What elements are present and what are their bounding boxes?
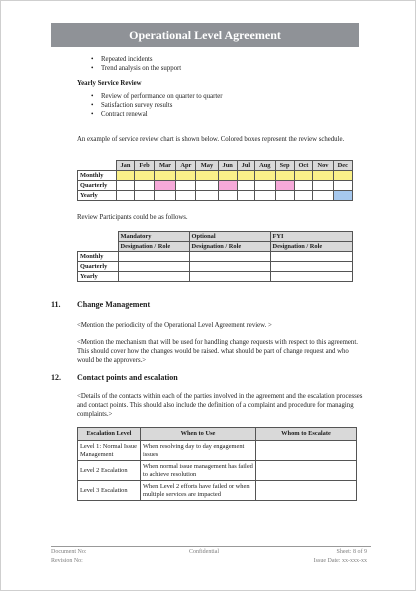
schedule-cell [116, 171, 135, 181]
table-row [78, 191, 353, 201]
participants-group-fyi: FYI [270, 232, 353, 242]
list-item: • Trend analysis on the support [91, 64, 181, 73]
schedule-cell [275, 181, 294, 191]
top-bullet-list [91, 55, 181, 73]
footer-sheet: Sheet: 8 of 9 [336, 549, 367, 555]
escalation-when-cell: When resolving day to day engagement issues [141, 441, 256, 461]
month-header-dec: Dec [333, 161, 352, 171]
section-11-paragraph-2: <Mention the mechanism that will be used for handling change requests with respect to this agreement. This should cover how the changes would be raised. what should be part of change request and who would be the approvers.> [77, 339, 358, 365]
table-cell [189, 252, 270, 262]
month-header-feb: Feb [135, 161, 154, 171]
schedule-cell [154, 181, 176, 191]
table-row [78, 252, 353, 262]
schedule-cell [196, 181, 218, 191]
participants-subheader: Designation / Role [270, 242, 353, 252]
schedule-cell [135, 181, 154, 191]
participants-group-optional: Optional [189, 232, 270, 242]
table-row [78, 461, 357, 481]
schedule-cell [196, 171, 218, 181]
table-row [78, 171, 353, 181]
escalation-header-level: Escalation Level [78, 428, 141, 441]
table-header-row [78, 161, 353, 171]
schedule-cell [237, 191, 254, 201]
schedule-cell [294, 171, 313, 181]
schedule-cell [218, 171, 237, 181]
schedule-cell [135, 191, 154, 201]
month-header-jan: Jan [116, 161, 135, 171]
schedule-cell [333, 191, 352, 201]
table-header-row [78, 232, 353, 242]
table-cell [189, 262, 270, 272]
schedule-cell [218, 191, 237, 201]
section-12-title: Contact points and escalation [77, 373, 178, 382]
table-header-row [78, 428, 357, 441]
month-header-may: May [196, 161, 218, 171]
section-12-number: 12. [51, 373, 61, 382]
list-item: • Repeated incidents [91, 55, 181, 64]
list-item: • Review of performance on quarter to quarter [91, 92, 223, 101]
section-11-number: 11. [51, 300, 61, 309]
schedule-cell [218, 181, 237, 191]
table-cell [118, 262, 189, 272]
schedule-cell [154, 171, 176, 181]
schedule-cell [135, 171, 154, 181]
row-label: Yearly [78, 191, 117, 201]
review-participants-table [77, 231, 353, 282]
footer-confidential: Confidential [189, 549, 219, 555]
table-row [78, 272, 353, 282]
table-row [78, 441, 357, 461]
section-12-paragraph-1: <Details of the contacts within each of the parties involved in the agreement and the escalation processes and contact points. This should also include the definition of a complaint and procedure for managing complaints.> [77, 393, 363, 419]
escalation-when-cell: When Level 2 efforts have failed or when multiple services are impacted [141, 481, 256, 501]
schedule-cell [116, 191, 135, 201]
row-label: Quarterly [78, 262, 119, 272]
schedule-cell [294, 191, 313, 201]
row-label: Monthly [78, 171, 117, 181]
schedule-cell [313, 191, 333, 201]
participants-subheader: Designation / Role [189, 242, 270, 252]
escalation-header-whom: Whom to Escalate [256, 428, 357, 441]
table-cell [118, 272, 189, 282]
participants-subheader: Designation / Role [118, 242, 189, 252]
schedule-cell [154, 191, 176, 201]
schedule-cell [237, 181, 254, 191]
table-cell [118, 252, 189, 262]
month-header-mar: Mar [154, 161, 176, 171]
schedule-cell [254, 171, 275, 181]
schedule-cell [313, 171, 333, 181]
schedule-cell [254, 191, 275, 201]
section-11-paragraph-1: <Mention the periodicity of the Operational Level Agreement review. > [77, 322, 272, 329]
table-cell [189, 272, 270, 282]
escalation-level-cell: Level 3 Escalation [78, 481, 141, 501]
table-cell [270, 262, 353, 272]
schedule-cell [275, 191, 294, 201]
escalation-whom-cell [256, 461, 357, 481]
list-item: • Contract renewal [91, 110, 223, 119]
footer-document-no: Document No: [51, 549, 87, 555]
row-label: Yearly [78, 272, 119, 282]
review-schedule-table [77, 160, 353, 201]
section-11-title: Change Management [77, 300, 151, 309]
schedule-cell [333, 181, 352, 191]
participants-intro-text: Review Participants could be as follows. [77, 214, 188, 221]
escalation-whom-cell [256, 481, 357, 501]
row-label: Quarterly [78, 181, 117, 191]
month-header-jul: Jul [237, 161, 254, 171]
month-header-apr: Apr [176, 161, 196, 171]
table-row [78, 262, 353, 272]
participants-group-mandatory: Mandatory [118, 232, 189, 242]
schedule-cell [313, 181, 333, 191]
month-header-nov: Nov [313, 161, 333, 171]
chart-intro-text: An example of service review chart is shown below. Colored boxes represent the review schedule. [77, 136, 345, 143]
schedule-cell [176, 181, 196, 191]
schedule-cell [196, 191, 218, 201]
schedule-cell [294, 181, 313, 191]
schedule-cell [275, 171, 294, 181]
table-cell [270, 252, 353, 262]
schedule-cell [176, 171, 196, 181]
table-subheader-row [78, 242, 353, 252]
page-header-title: Operational Level Agreement [51, 23, 359, 47]
footer-revision-no: Revision No: [51, 558, 83, 564]
escalation-level-cell: Level 2 Escalation [78, 461, 141, 481]
table-corner-cell [78, 242, 119, 252]
escalation-whom-cell [256, 441, 357, 461]
schedule-cell [333, 171, 352, 181]
schedule-cell [176, 191, 196, 201]
escalation-level-cell: Level 1: Normal Issue Management [78, 441, 141, 461]
escalation-when-cell: When normal issue management has failed to achieve resolution [141, 461, 256, 481]
footer-divider [51, 546, 371, 547]
schedule-cell [116, 181, 135, 191]
yearly-review-heading: Yearly Service Review [77, 80, 142, 87]
footer-issue-date: Issue Date: xx-xxx-xx [313, 558, 367, 564]
yearly-review-bullet-list [91, 92, 223, 119]
month-header-sep: Sep [275, 161, 294, 171]
month-header-aug: Aug [254, 161, 275, 171]
table-row [78, 481, 357, 501]
month-header-oct: Oct [294, 161, 313, 171]
escalation-table [77, 427, 357, 501]
list-item: • Satisfaction survey results [91, 101, 223, 110]
table-row [78, 181, 353, 191]
table-corner-cell [78, 232, 119, 242]
month-header-jun: Jun [218, 161, 237, 171]
table-corner-cell [78, 161, 117, 171]
escalation-header-when: When to Use [141, 428, 256, 441]
table-cell [270, 272, 353, 282]
schedule-cell [254, 181, 275, 191]
schedule-cell [237, 171, 254, 181]
row-label: Monthly [78, 252, 119, 262]
